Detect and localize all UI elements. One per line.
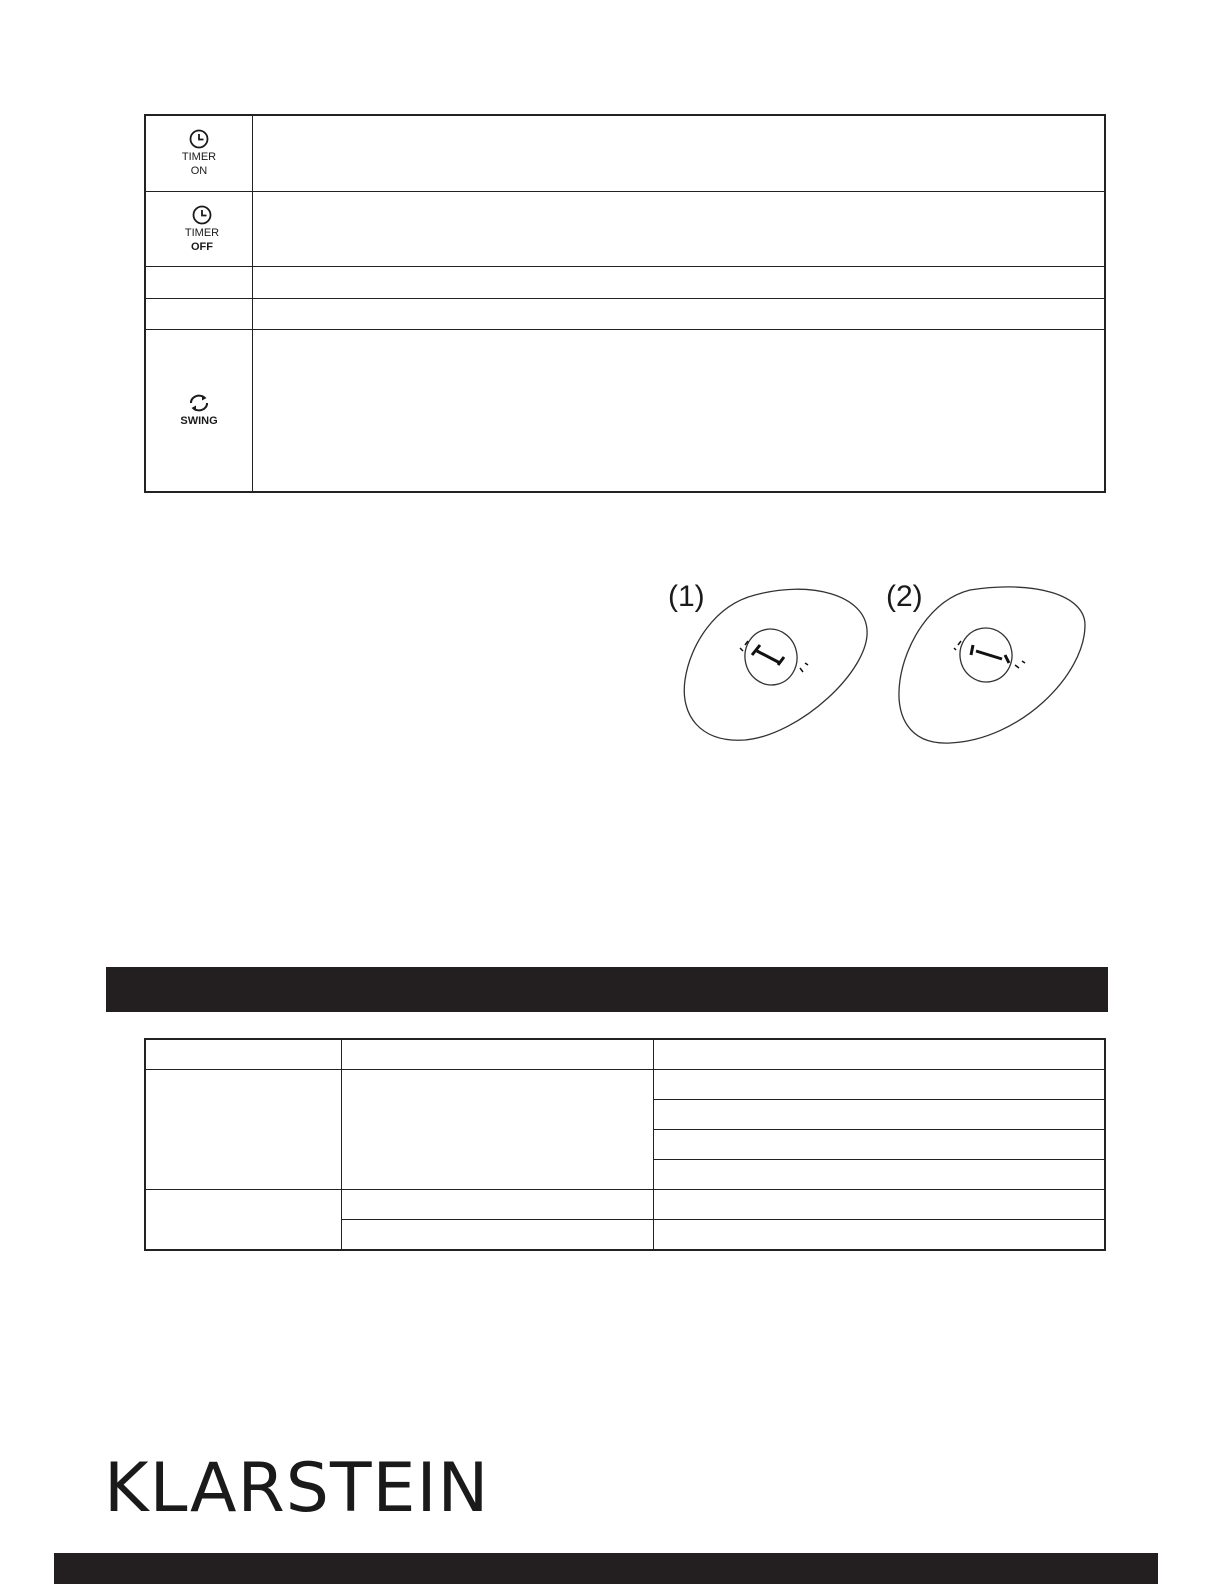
figure-label-2: (2) (886, 580, 923, 613)
empty-description (253, 266, 1106, 298)
empty-icon-cell (145, 298, 253, 329)
troubleshooting-table (144, 1038, 1106, 1251)
timer-on-description (253, 115, 1106, 191)
timer-off-label-line1: TIMER (184, 226, 220, 239)
button-function-table (144, 114, 1106, 493)
problem-cell (145, 1070, 342, 1190)
cause-cell (342, 1070, 654, 1190)
timer-on-label-line2: ON (190, 165, 208, 178)
table-header-row (145, 1039, 1105, 1070)
swing-icon-cell (145, 329, 253, 492)
figure-label-1: (1) (668, 580, 705, 613)
table-row (145, 329, 1105, 492)
table-row (145, 191, 1105, 266)
figure-2-drawing (899, 587, 1085, 743)
remote-sketch-illustrations (660, 575, 1100, 755)
solution-cell (654, 1100, 1106, 1130)
timer-on-icon-cell (145, 115, 253, 191)
solution-cell (654, 1070, 1106, 1100)
header-cell (342, 1039, 654, 1070)
table-row (145, 298, 1105, 329)
table-row (145, 115, 1105, 191)
empty-description (253, 298, 1106, 329)
brand-logo: KLARSTEIN (104, 1449, 490, 1528)
timer-off-label-line2: OFF (190, 240, 213, 253)
timer-off-description (253, 191, 1106, 266)
timer-off-icon-cell (145, 191, 253, 266)
cause-cell (342, 1190, 654, 1220)
section-heading-bar (106, 967, 1108, 1012)
solution-cell (654, 1190, 1106, 1220)
table-row (145, 1070, 1105, 1100)
solution-cell (654, 1160, 1106, 1190)
clock-icon (188, 128, 210, 150)
solution-cell (654, 1220, 1106, 1251)
figure-1-drawing (684, 589, 867, 740)
cause-cell (342, 1220, 654, 1251)
problem-cell (145, 1190, 342, 1251)
swing-label: SWING (180, 415, 218, 428)
empty-icon-cell (145, 266, 253, 298)
table-row (145, 266, 1105, 298)
header-cell (654, 1039, 1106, 1070)
swing-icon (187, 392, 211, 414)
swing-description (253, 329, 1106, 492)
timer-on-label-line1: TIMER (181, 151, 217, 164)
header-cell (145, 1039, 342, 1070)
solution-cell (654, 1130, 1106, 1160)
footer-bar (54, 1553, 1158, 1584)
clock-icon (191, 204, 213, 226)
swing-figures (660, 575, 1100, 755)
table-row (145, 1190, 1105, 1220)
